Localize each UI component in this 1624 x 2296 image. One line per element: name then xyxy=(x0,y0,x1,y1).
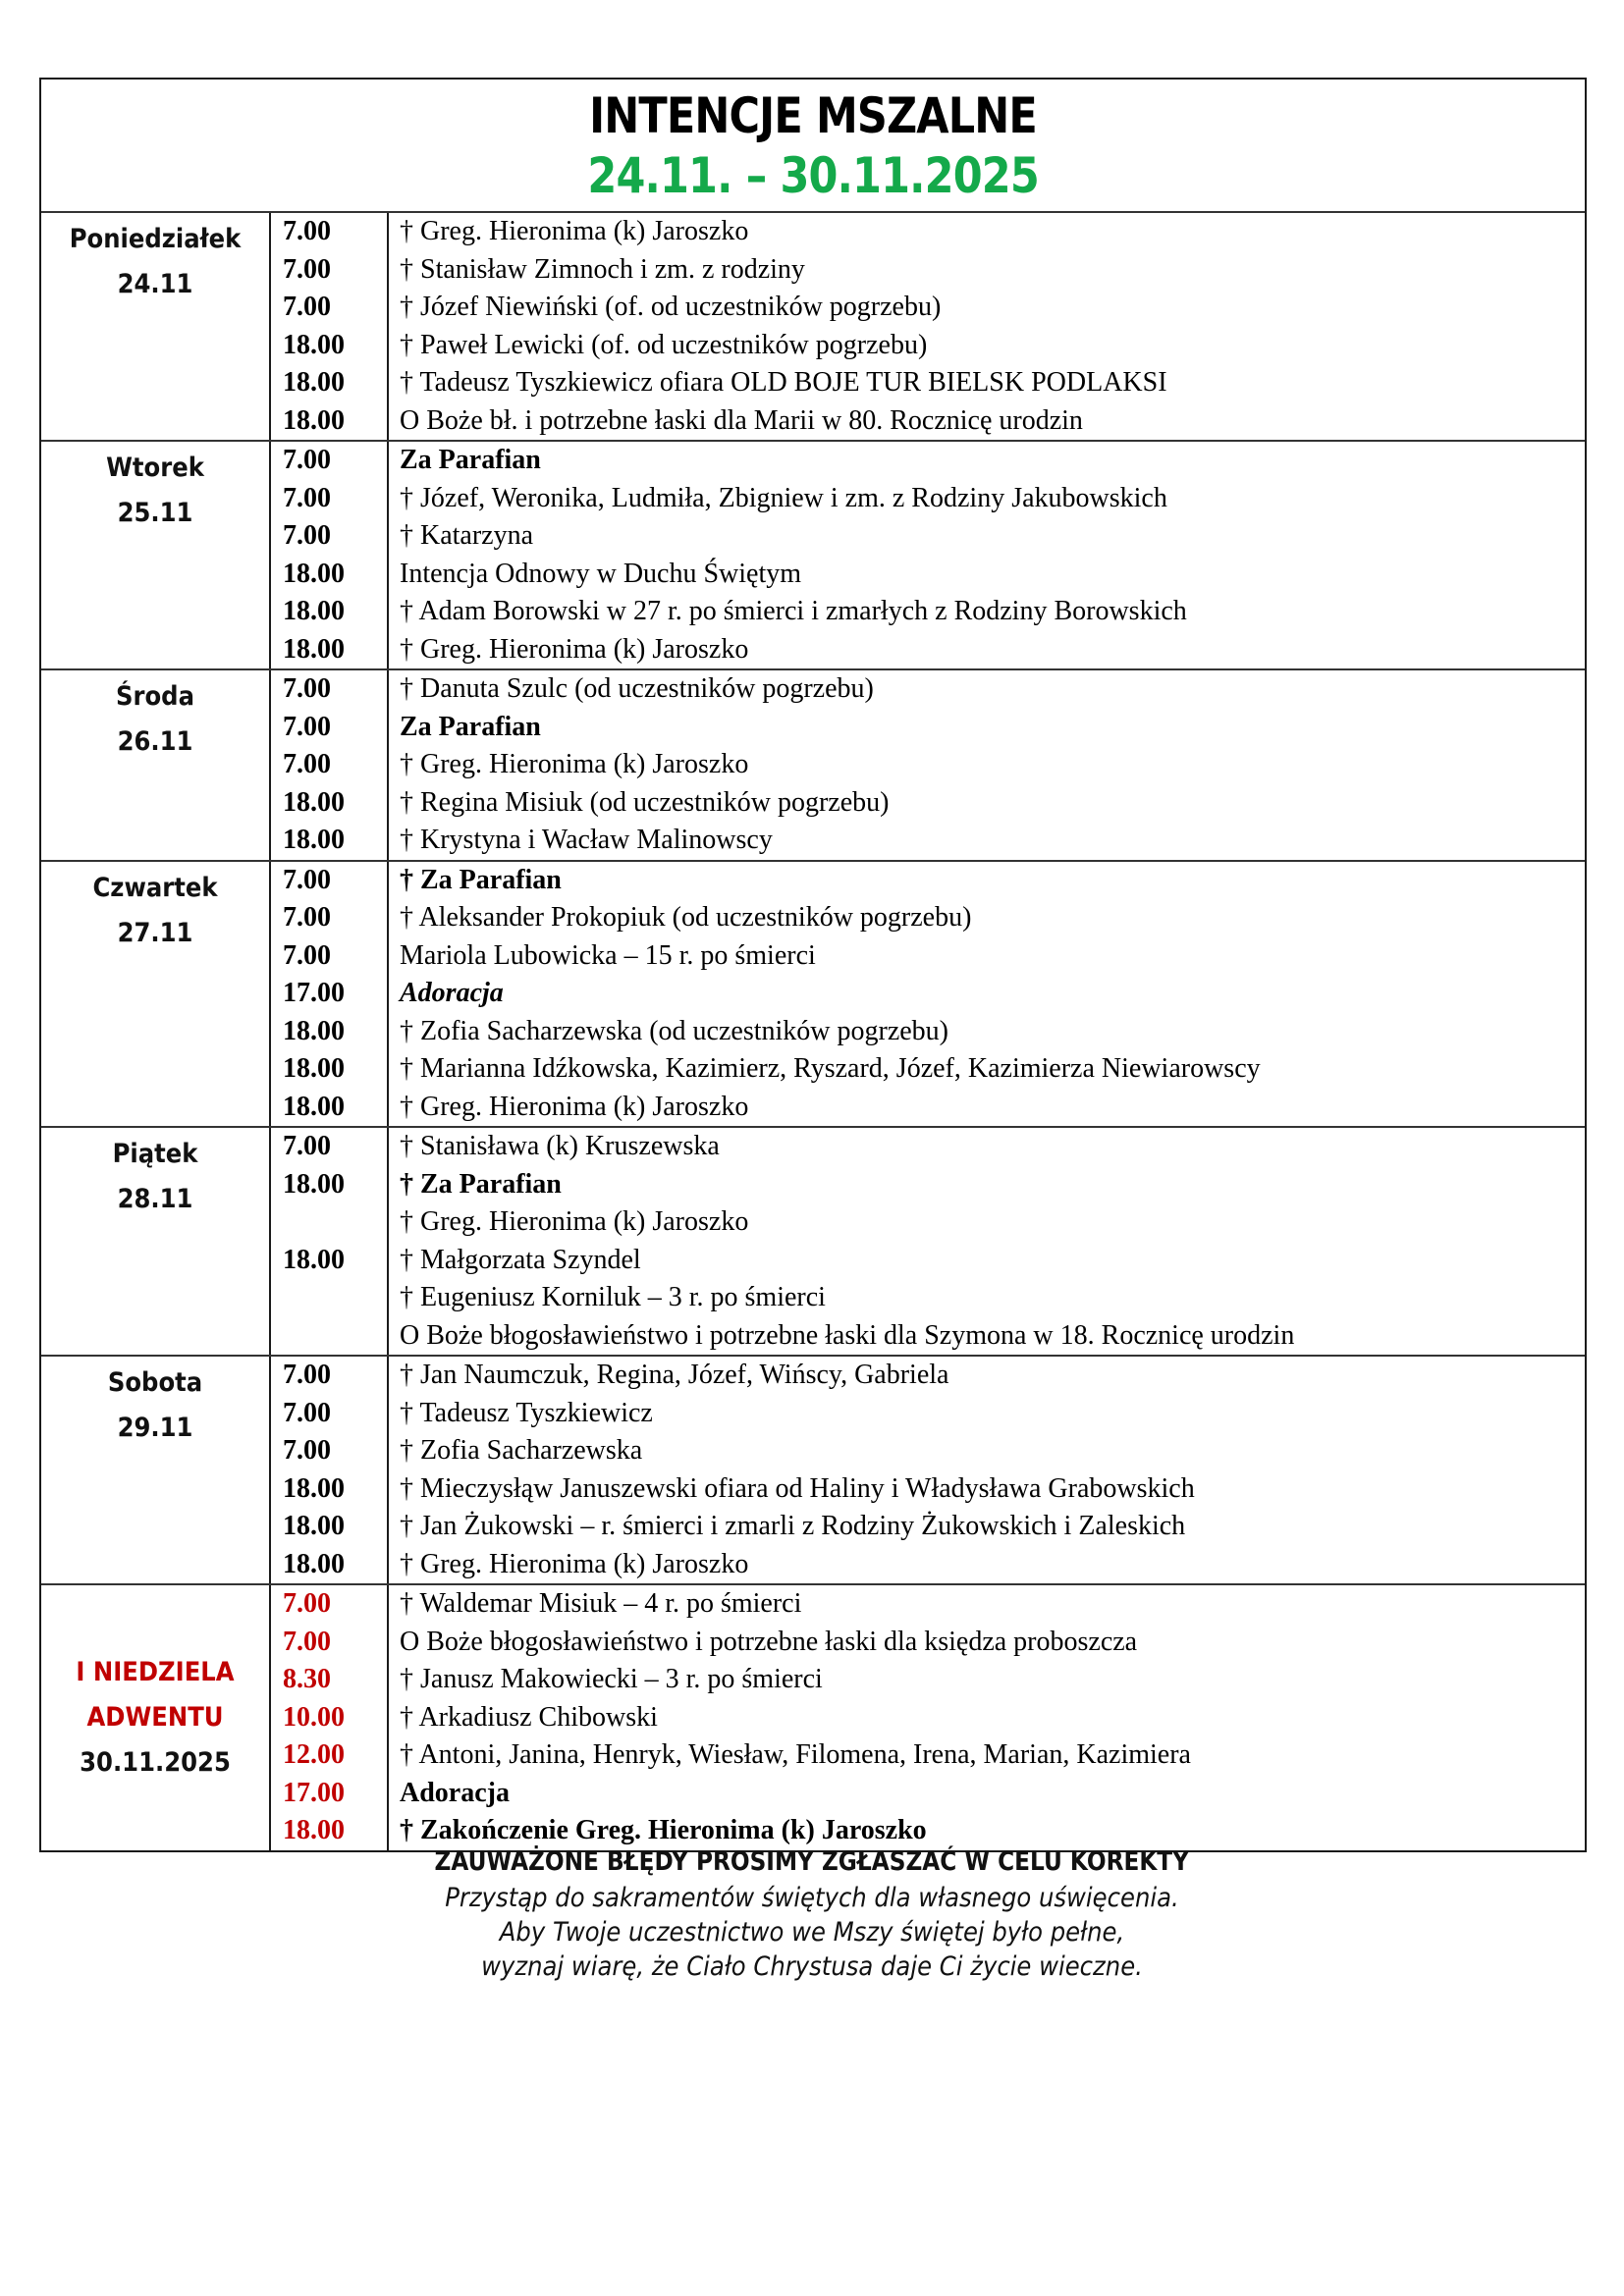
intention-column xyxy=(389,862,1585,1127)
intention-row xyxy=(400,1508,1585,1546)
intention-row xyxy=(400,1050,1585,1089)
mass-time: 7.00 xyxy=(283,1626,331,1657)
intention-row xyxy=(400,517,1585,556)
day-label-cell xyxy=(41,1585,271,1850)
intention-row xyxy=(400,1128,1585,1166)
intention-text: † Stanisława (k) Kruszewska xyxy=(400,1131,720,1161)
intention-text: † Mieczysłąw Januszewski ofiara od Haliny i Władysława Grabowskich xyxy=(400,1472,1195,1504)
intention-row xyxy=(400,480,1585,518)
mass-time: 17.00 xyxy=(283,1777,345,1808)
mass-time: 7.00 xyxy=(283,1131,331,1161)
mass-time: 18.00 xyxy=(283,1015,345,1046)
intention-text: Za Parafian xyxy=(400,711,541,742)
intention-text: † Greg. Hieronima (k) Jaroszko xyxy=(400,749,749,779)
intention-text: † Aleksander Prokopiuk (od uczestników pogrzebu) xyxy=(400,902,972,933)
day-label-cell xyxy=(41,670,271,860)
mass-time: 8.30 xyxy=(283,1664,331,1694)
mass-time: 7.00 xyxy=(283,939,331,971)
intention-text: † Regina Misiuk (od uczestników pogrzebu) xyxy=(400,786,890,818)
intention-row xyxy=(400,746,1585,784)
intention-column xyxy=(389,442,1585,668)
mass-time: 18.00 xyxy=(283,1548,345,1579)
intention-column xyxy=(389,670,1585,860)
footer-line: Aby Twoje uczestnictwo we Mszy świętej było pełne, xyxy=(499,1917,1125,1948)
intention-row xyxy=(400,822,1585,860)
mass-time: 7.00 xyxy=(283,1397,331,1428)
intention-row xyxy=(400,1699,1585,1737)
intention-row xyxy=(400,1585,1585,1624)
intention-row xyxy=(400,631,1585,669)
day-name: Środa xyxy=(116,681,194,712)
intention-text: † Greg. Hieronima (k) Jaroszko xyxy=(400,1091,749,1122)
intention-text: Adoracja xyxy=(400,978,504,1008)
mass-time: 18.00 xyxy=(283,1091,345,1122)
intention-text: † Krystyna i Wacław Malinowscy xyxy=(400,825,773,855)
footer-line: Przystąp do sakramentów świętych dla własnego uświęcenia. xyxy=(445,1883,1179,1913)
mass-time: 10.00 xyxy=(283,1701,345,1733)
intention-row xyxy=(400,593,1585,631)
mass-time: 18.00 xyxy=(283,329,345,360)
mass-time: 18.00 xyxy=(283,1244,345,1275)
mass-time: 7.00 xyxy=(283,520,331,551)
intention-row xyxy=(400,862,1585,900)
day-name: Sobota xyxy=(107,1367,203,1398)
intention-text: † Waldemar Misiuk – 4 r. po śmierci xyxy=(400,1588,802,1619)
table-header xyxy=(41,80,1585,213)
intention-text: † Za Parafian xyxy=(400,864,562,895)
intention-column xyxy=(389,1357,1585,1583)
day-block xyxy=(41,862,1585,1129)
mass-time: 7.00 xyxy=(283,864,331,895)
intention-text: O Boże bł. i potrzebne łaski dla Marii w 80. Rocznicę urodzin xyxy=(400,404,1083,436)
date-range: 24.11. – 30.11.2025 xyxy=(587,147,1039,204)
intention-text: † Stanisław Zimnoch i zm. z rodziny xyxy=(400,253,805,285)
mass-time: 18.00 xyxy=(283,825,345,855)
intention-row xyxy=(400,1395,1585,1433)
mass-time: 7.00 xyxy=(283,1360,331,1390)
mass-time: 18.00 xyxy=(283,596,345,626)
intention-text: † Józef Niewiński (of. od uczestników pogrzebu) xyxy=(400,292,942,322)
intention-text: † Małgorzata Szyndel xyxy=(400,1244,641,1275)
intention-column xyxy=(389,1128,1585,1355)
intention-text: † Zakończenie Greg. Hieronima (k) Jaroszko xyxy=(400,1815,927,1845)
intention-row xyxy=(400,784,1585,823)
intention-row xyxy=(400,442,1585,480)
mass-time: 18.00 xyxy=(283,1053,345,1084)
intention-text: Mariola Lubowicka – 15 r. po śmierci xyxy=(400,939,816,971)
intention-text: † Za Parafian xyxy=(400,1168,562,1200)
days-list xyxy=(41,213,1585,1850)
day-block xyxy=(41,670,1585,862)
intention-text: † Jan Żukowski – r. śmierci i zmarli z Rodziny Żukowskich i Zaleskich xyxy=(400,1511,1186,1541)
mass-time: 7.00 xyxy=(283,216,331,246)
footer-line: wyznaj wiarę, że Ciało Chrystusa daje Ci życie wieczne. xyxy=(481,1951,1143,1982)
mass-time: 7.00 xyxy=(283,711,331,742)
mass-time: 7.00 xyxy=(283,445,331,475)
mass-time: 7.00 xyxy=(283,1435,331,1466)
intention-text: † Eugeniusz Korniluk – 3 r. po śmierci xyxy=(400,1282,826,1312)
intention-row xyxy=(400,670,1585,709)
intention-row xyxy=(400,1546,1585,1584)
footer xyxy=(0,1843,1624,1984)
intention-row xyxy=(400,1624,1585,1662)
intention-text: † Greg. Hieronima (k) Jaroszko xyxy=(400,1206,749,1237)
day-name: I NIEDZIELA xyxy=(76,1656,235,1687)
day-block xyxy=(41,1585,1585,1850)
intention-row xyxy=(400,1242,1585,1280)
intention-text: † Marianna Idźkowska, Kazimierz, Ryszard, Józef, Kazimierza Niewiarowscy xyxy=(400,1053,1261,1084)
mass-time: 17.00 xyxy=(283,978,345,1008)
mass-time: 18.00 xyxy=(283,786,345,818)
intention-row xyxy=(400,1279,1585,1317)
day-name: Wtorek xyxy=(106,453,204,483)
time-column xyxy=(271,1128,389,1355)
day-block xyxy=(41,213,1585,442)
day-label-cell xyxy=(41,213,271,440)
day-date: 29.11 xyxy=(117,1413,193,1443)
intention-row xyxy=(400,1317,1585,1356)
intention-text: O Boże błogosławieństwo i potrzebne łaski dla Szymona w 18. Rocznicę urodzin xyxy=(400,1319,1295,1351)
intention-row xyxy=(400,251,1585,290)
day-block xyxy=(41,442,1585,670)
mass-time: 18.00 xyxy=(283,404,345,436)
intention-text: † Greg. Hieronima (k) Jaroszko xyxy=(400,633,749,665)
intention-row xyxy=(400,327,1585,365)
intention-text: † Tadeusz Tyszkiewicz ofiara OLD BOJE TUR BIELSK PODLAKSI xyxy=(400,367,1167,398)
day-name: Czwartek xyxy=(92,872,218,903)
intention-text: † Janusz Makowiecki – 3 r. po śmierci xyxy=(400,1664,823,1694)
mass-time: 18.00 xyxy=(283,1168,345,1200)
intention-text: † Adam Borowski w 27 r. po śmierci i zmarłych z Rodziny Borowskich xyxy=(400,596,1187,626)
day-label-cell xyxy=(41,862,271,1127)
day-date: 24.11 xyxy=(117,269,193,299)
intention-text: † Paweł Lewicki (of. od uczestników pogrzebu) xyxy=(400,329,928,360)
mass-time: 18.00 xyxy=(283,367,345,398)
intention-text: Za Parafian xyxy=(400,445,541,475)
day-date: 27.11 xyxy=(117,917,193,948)
intention-row xyxy=(400,975,1585,1013)
intention-row xyxy=(400,1357,1585,1395)
intention-row xyxy=(400,1089,1585,1127)
mass-time: 7.00 xyxy=(283,902,331,933)
mass-time: 18.00 xyxy=(283,558,345,589)
intention-row xyxy=(400,1775,1585,1813)
mass-intentions-table xyxy=(39,78,1587,1852)
mass-time: 18.00 xyxy=(283,1472,345,1504)
mass-time: 7.00 xyxy=(283,292,331,322)
day-date: 30.11.2025 xyxy=(80,1746,231,1778)
day-date: 25.11 xyxy=(117,498,193,528)
day-label-cell xyxy=(41,1357,271,1583)
intention-row xyxy=(400,1166,1585,1204)
mass-time: 7.00 xyxy=(283,253,331,285)
day-name: Piątek xyxy=(112,1139,198,1169)
time-column xyxy=(271,862,389,1127)
intention-text: † Zofia Sacharzewska (od uczestników pogrzebu) xyxy=(400,1015,949,1046)
intention-text: † Jan Naumczuk, Regina, Józef, Wińscy, Gabriela xyxy=(400,1360,949,1390)
intention-text: † Antoni, Janina, Henryk, Wiesław, Filomena, Irena, Marian, Kazimiera xyxy=(400,1739,1191,1770)
mass-time: 12.00 xyxy=(283,1739,345,1770)
page-title: INTENCJE MSZALNE xyxy=(589,87,1037,144)
day-date: 28.11 xyxy=(117,1184,193,1214)
intention-row xyxy=(400,899,1585,937)
mass-time: 18.00 xyxy=(283,1511,345,1541)
time-column xyxy=(271,442,389,668)
day-label-cell xyxy=(41,442,271,668)
intention-text: † Danuta Szulc (od uczestników pogrzebu) xyxy=(400,673,874,704)
mass-time: 18.00 xyxy=(283,1815,345,1845)
intention-text: † Greg. Hieronima (k) Jaroszko xyxy=(400,216,749,246)
day-block xyxy=(41,1357,1585,1585)
intention-column xyxy=(389,1585,1585,1850)
intention-text: O Boże błogosławieństwo i potrzebne łaski dla księdza proboszcza xyxy=(400,1626,1138,1657)
time-column xyxy=(271,1585,389,1850)
intention-text: † Zofia Sacharzewska xyxy=(400,1435,643,1466)
intention-row xyxy=(400,213,1585,251)
intention-row xyxy=(400,1661,1585,1699)
day-name: Poniedziałek xyxy=(69,224,242,254)
day-label-cell xyxy=(41,1128,271,1355)
intention-row xyxy=(400,1432,1585,1470)
intention-text: † Katarzyna xyxy=(400,520,534,551)
intention-text: † Józef, Weronika, Ludmiła, Zbigniew i zm. z Rodziny Jakubowskich xyxy=(400,482,1167,513)
intention-text: Intencja Odnowy w Duchu Świętym xyxy=(400,558,802,589)
intention-row xyxy=(400,402,1585,441)
intention-text: Adoracja xyxy=(400,1777,510,1808)
mass-time: 18.00 xyxy=(283,633,345,665)
intention-text: † Arkadiusz Chibowski xyxy=(400,1701,658,1733)
time-column xyxy=(271,1357,389,1583)
intention-column xyxy=(389,213,1585,440)
intention-text: † Greg. Hieronima (k) Jaroszko xyxy=(400,1548,749,1579)
time-column xyxy=(271,213,389,440)
intention-text: † Tadeusz Tyszkiewicz xyxy=(400,1397,653,1428)
day-block xyxy=(41,1128,1585,1357)
intention-row xyxy=(400,1736,1585,1775)
mass-time: 7.00 xyxy=(283,749,331,779)
mass-time: 7.00 xyxy=(283,1588,331,1619)
intention-row xyxy=(400,364,1585,402)
intention-row xyxy=(400,289,1585,327)
mass-time: 7.00 xyxy=(283,673,331,704)
intention-row xyxy=(400,937,1585,976)
intention-row xyxy=(400,556,1585,594)
intention-row xyxy=(400,709,1585,747)
intention-row xyxy=(400,1470,1585,1509)
day-name: ADWENTU xyxy=(86,1701,224,1733)
intention-row xyxy=(400,1203,1585,1242)
correction-notice: ZAUWAŻONE BŁĘDY PROSIMY ZGŁASZAĆ W CELU KOREKTY xyxy=(434,1846,1190,1877)
intention-row xyxy=(400,1013,1585,1051)
mass-time: 7.00 xyxy=(283,482,331,513)
day-date: 26.11 xyxy=(117,726,193,757)
time-column xyxy=(271,670,389,860)
